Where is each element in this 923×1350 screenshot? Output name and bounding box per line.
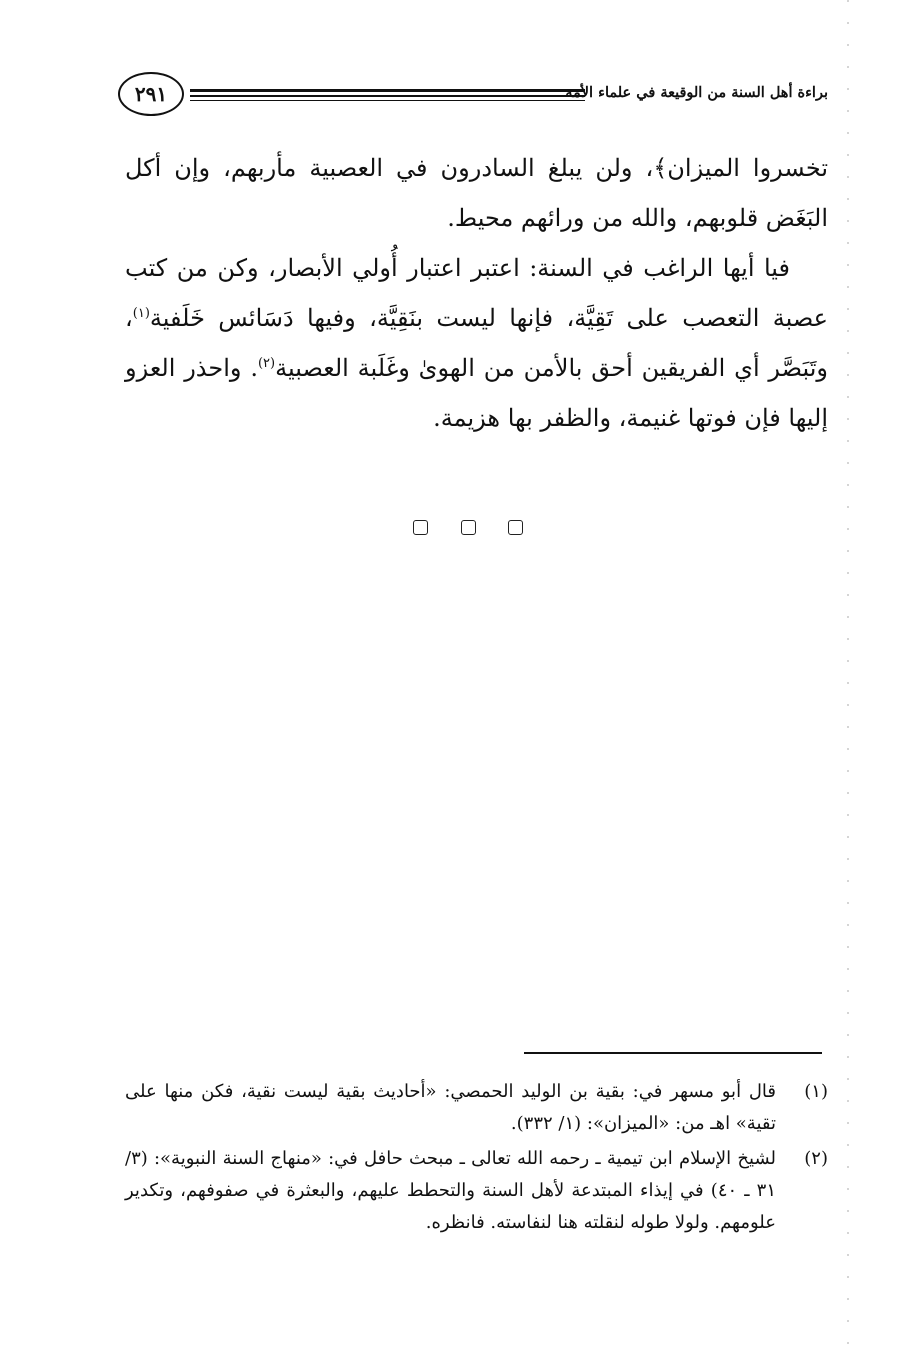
footnote-ref-1[interactable]: (١) (132, 306, 150, 321)
footnotes (125, 1076, 828, 1242)
scan-margin-dots (847, 0, 849, 1350)
header-rule (190, 89, 585, 92)
paragraph-2 (125, 243, 828, 443)
footnote-ref-2[interactable]: (٢) (257, 356, 276, 371)
running-title: براءة أهل السنة من الوقيعة في علماء الأمة (565, 84, 828, 101)
paragraph-2-part-c: . واحذر العزو إليها فإن فوتها غنيمة، والظفر بها هزيمة. (125, 354, 828, 432)
page-number: ٢٩١ (118, 72, 184, 116)
separator-square-icon (413, 520, 428, 535)
body-text (125, 143, 828, 443)
footnote-divider (524, 1052, 822, 1054)
page-header (118, 72, 828, 120)
header-rule (190, 95, 585, 97)
footnote-1 (125, 1076, 828, 1140)
footnote-text: قال أبو مسهر في: بقية بن الوليد الحمصي: «أحاديث بقية ليست نقية، فكن منها على تقية» اهـ من: «الميزان»: (١/ ٣٣٢). (125, 1081, 777, 1134)
header-rule (190, 100, 585, 101)
paragraph-2-part-a: فيا أيها الراغب في السنة: اعتبر اعتبار أُولي الأبصار، وكن من كتب عصبة التعصب على تَقِيَّة، فإنها ليست بنَقِيَّة، وفيها دَسَائس خَلَفية (125, 254, 828, 332)
paragraph-2-part-b: ، وتَبَصَّر أي الفريقين أحق بالأمن من الهوىٰ وغَلَبة العصبية (125, 304, 828, 382)
footnote-2 (125, 1143, 828, 1239)
section-separator (413, 520, 523, 536)
footnote-text: لشيخ الإسلام ابن تيمية ـ رحمه الله تعالى ـ مبحث حافل في: «منهاج السنة النبوية»: (٣/ ٣١ ـ ٤٠) في إيذاء المبتدعة لأهل السنة والتحطط عليهم، والبعثرة في صفوفهم، وتكدير علومهم. ولولا طوله لنقلته هنا لنفاسته. فانظره. (125, 1148, 776, 1233)
separator-square-icon (461, 520, 476, 535)
footnote-marker: (٢) (804, 1148, 828, 1169)
separator-square-icon (508, 520, 523, 535)
footnote-marker: (١) (804, 1081, 828, 1102)
paragraph-1: تخسروا الميزان﴾، ولن يبلغ السادرون في العصبية مأربهم، وإن أكل البَغَض قلوبهم، والله من ورائهم محيط. (125, 154, 828, 232)
